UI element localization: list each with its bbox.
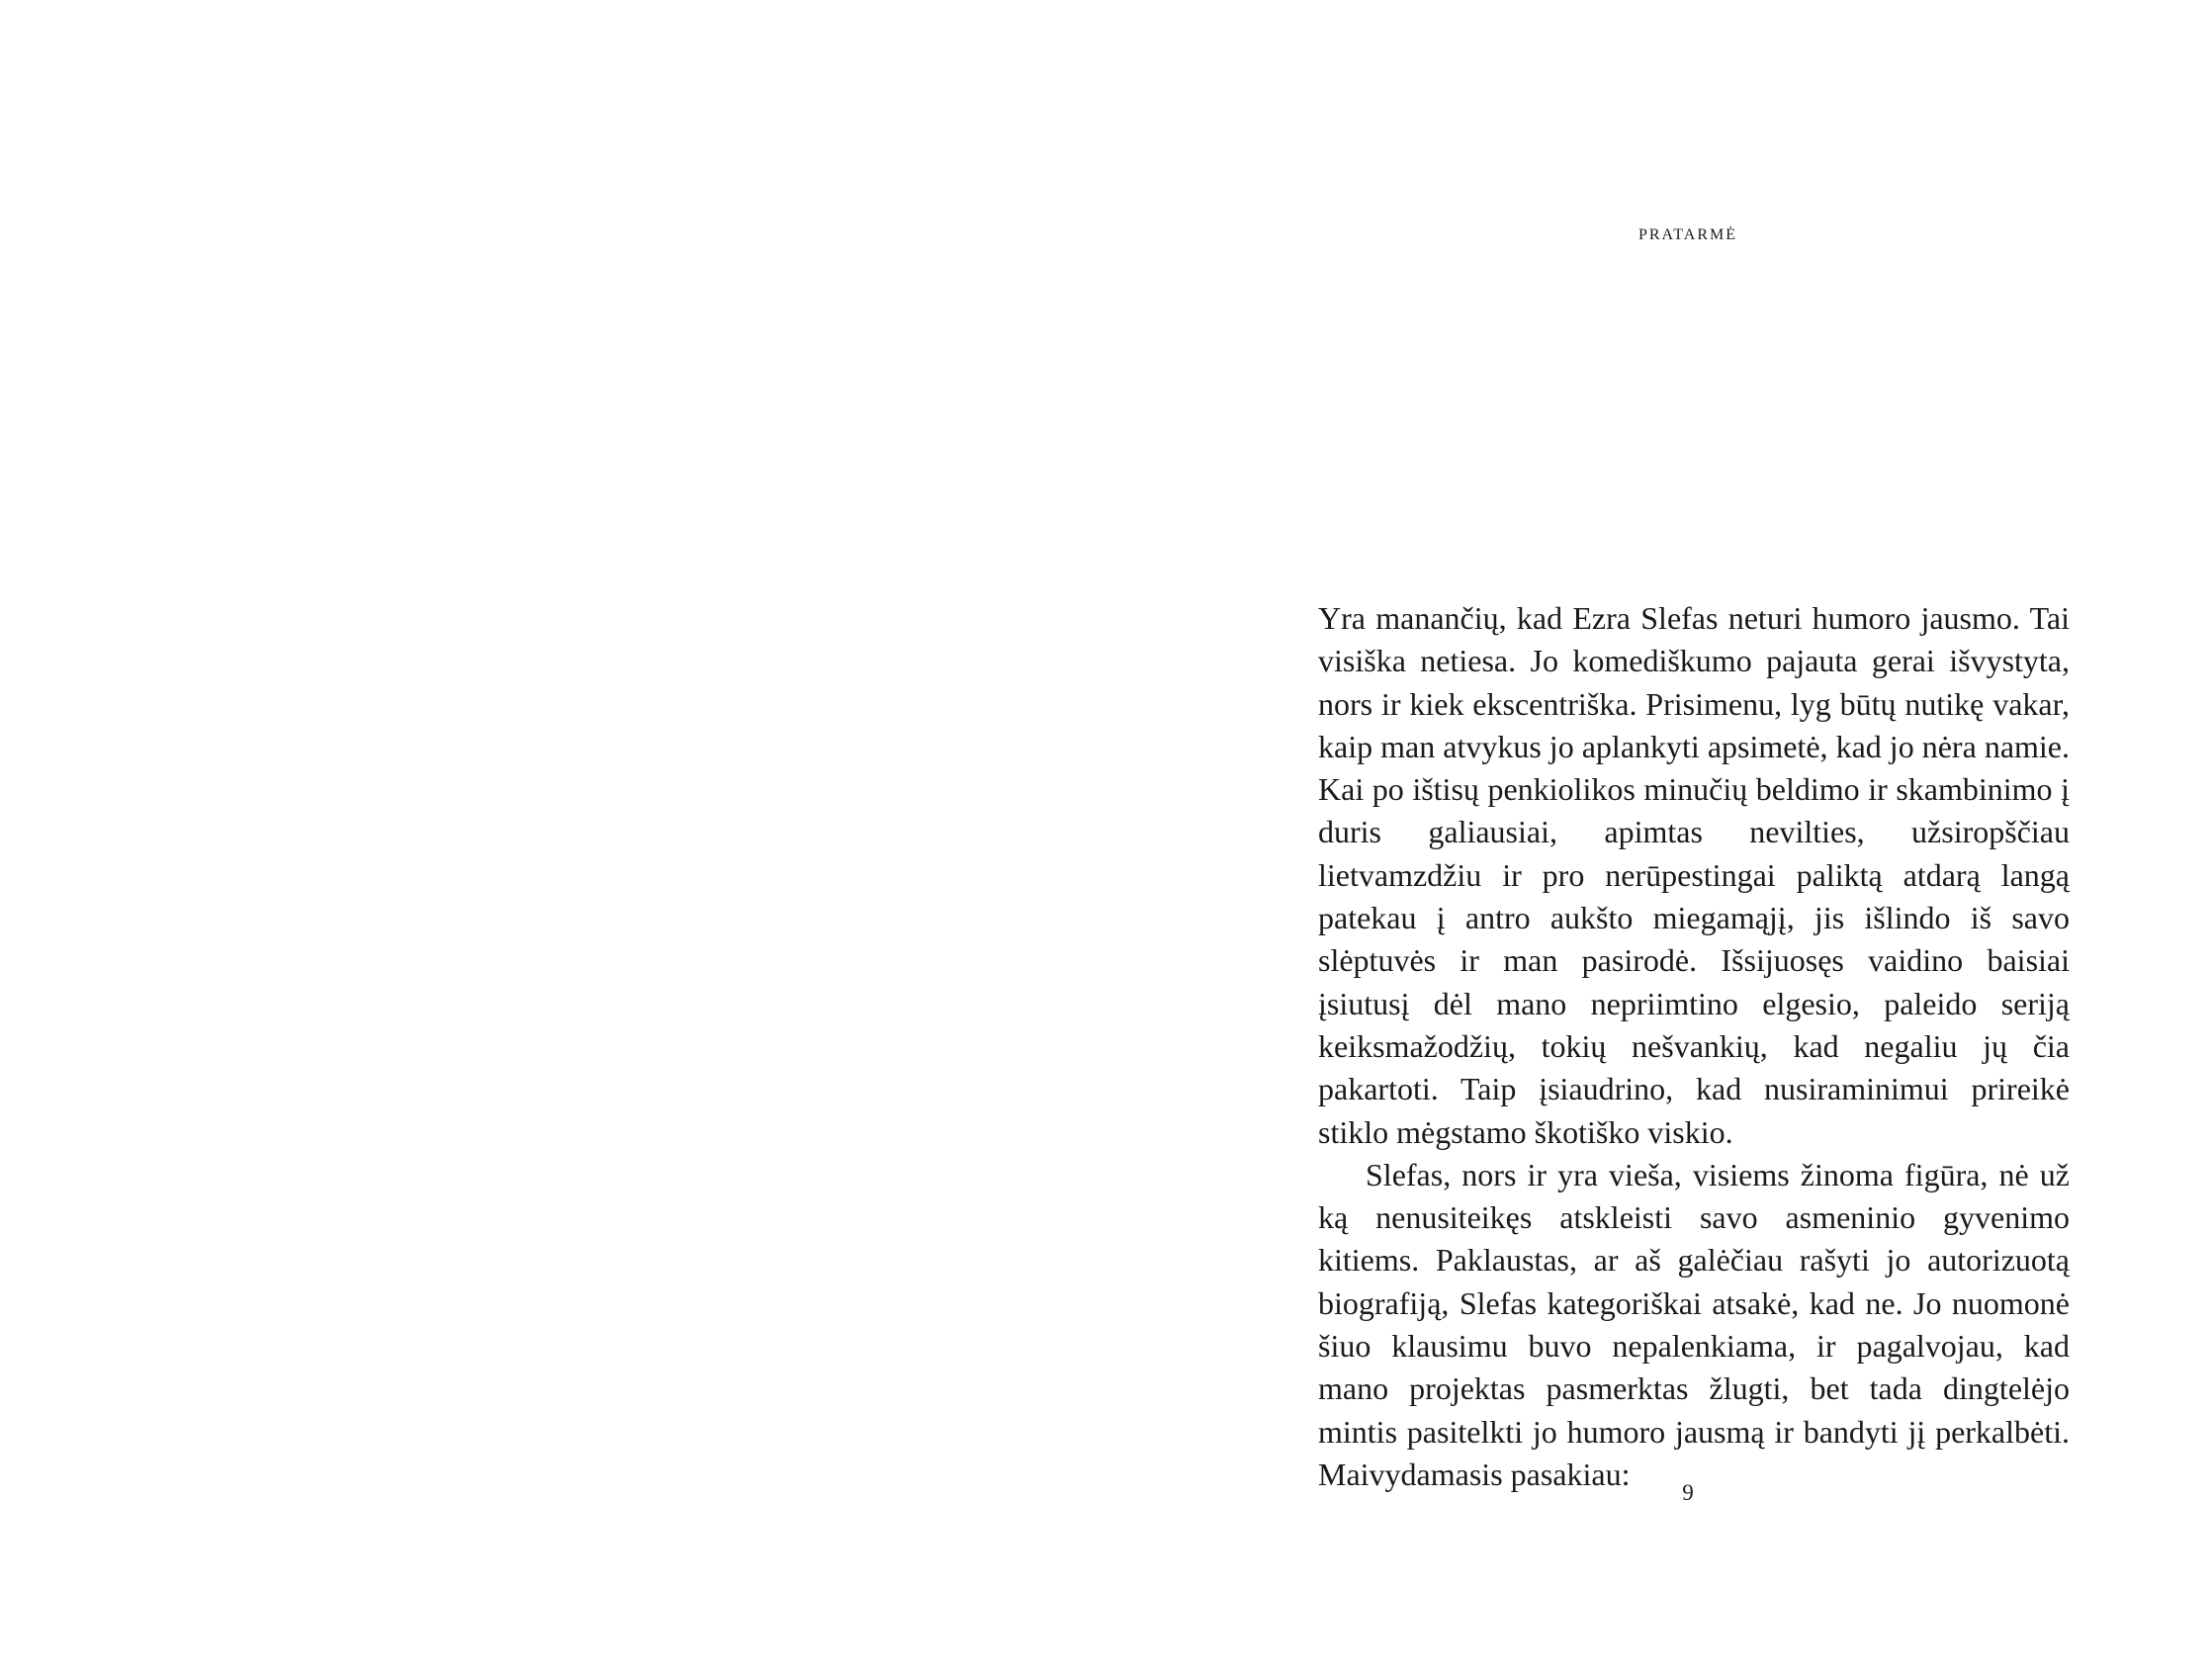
- paragraph-1: Yra manančių, kad Ezra Slefas neturi humoro jausmo. Tai visiška netiesa. Jo komediškumo pajauta gerai išvystyta, nors ir kiek ekscentriška. Prisimenu, lyg būtų nutikę vakar, kaip man atvykus jo aplankyti apsimetė, kad jo nėra namie. Kai po ištisų penkiolikos minučių beldimo ir skambinimo į duris galiausiai, apimtas nevilties, užsiropščiau lietvamzdžiu ir pro nerūpestingai paliktą atdarą langą patekau į antro aukšto miegamąjį, jis išlindo iš savo slėptuvės ir man pasirodė. Išsijuosęs vaidino baisiai įsiutusį dėl mano nepriimtino elgesio, paleido seriją keiksmažodžių, tokių nešvankių, kad negaliu jų čia pakartoti. Taip įsiaudrino, kad nusiraminimui prireikė stiklo mėgstamo škotiško viskio.: [1318, 600, 2070, 1150]
- paragraph-2: Slefas, nors ir yra vieša, visiems žinoma figūra, nė už ką nenusiteikęs atskleisti savo asmeninio gyvenimo kitiems. Paklaustas, ar aš galėčiau rašyti jo autorizuotą biografiją, Slefas kategoriškai atsakė, kad ne. Jo nuomonė šiuo klausimu buvo nepalenkiama, ir pagalvojau, kad mano projektas pasmerktas žlugti, bet tada dingtelėjo mintis pasitelkti jo humoro jausmą ir bandyti jį perkalbėti. Maivydamasis pasakiau:: [1318, 1156, 2070, 1492]
- running-head: pratarmė: [1637, 220, 1738, 244]
- page-number: 9: [1682, 1480, 1694, 1505]
- body-text: [1318, 597, 2070, 1496]
